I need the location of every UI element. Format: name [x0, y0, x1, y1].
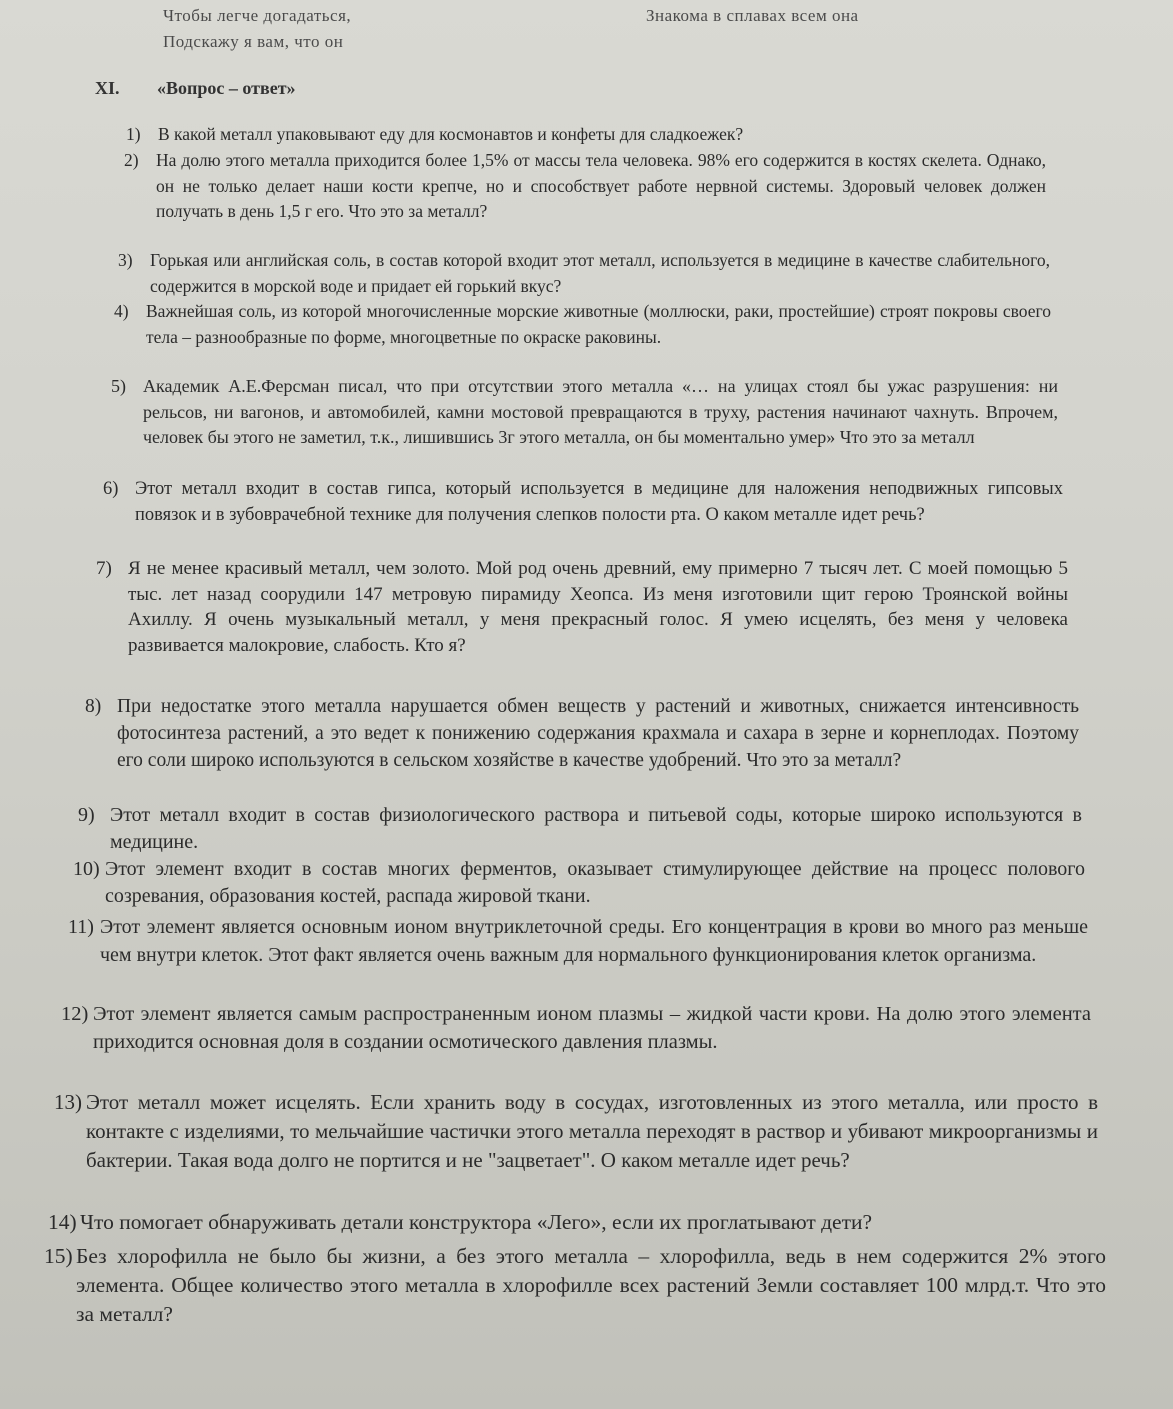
question-number: 8): [85, 696, 102, 717]
section-title: «Вопрос – ответ»: [157, 78, 296, 98]
question-item: [48, 1208, 1100, 1237]
question-text: Важнейшая соль, из которой многочисленные морские животные (моллюски, раки, простейшие) строят покровы своего тела – разнообразные по форме, многоцветные по окраске раковины.: [146, 301, 1051, 347]
section-number: XI.: [95, 78, 120, 98]
question-number: 7): [96, 558, 112, 579]
question-text: Что помогает обнаруживать детали конструктора «Лего», если их проглатывают дети?: [80, 1210, 873, 1234]
question-text: Этот элемент является основным ионом внутриклеточной среды. Его концентрация в крови во много раз меньше чем внутри клеток. Этот факт является очень важным для нормального функционирования клеток организма.: [100, 916, 1088, 966]
question-item: [54, 1088, 1098, 1175]
question-number: 9): [78, 804, 95, 826]
question-text: Этот металл может исцелять. Если хранить воду в сосудах, изготовленных из этого металла, или просто в контакте с изделиями, то мельчайшие частички этого металла переходят в раствор и убивают микроорганизмы и бактерии. Такая вода долго не портится и не "зацветает". О каком металле идет речь?: [86, 1090, 1098, 1172]
question-text: Без хлорофилла не было бы жизни, а без этого металла – хлорофилла, ведь в нем содержится 2% этого элемента. Общее количество этого металла в хлорофилле всех растений Земли составляет 100 млрд.т. Что это за металл?: [76, 1244, 1106, 1326]
poem-line-2: Подскажу я вам, что он: [163, 32, 344, 51]
question-item: [68, 913, 1088, 969]
question-item: [114, 299, 1051, 350]
question-item: [126, 122, 958, 148]
question-number: 6): [103, 479, 119, 499]
question-text: В какой металл упаковывают еду для космонавтов и конфеты для сладкоежек?: [158, 124, 744, 144]
question-number: 14): [48, 1210, 77, 1234]
question-item: [85, 693, 1079, 774]
question-item: [111, 374, 1058, 451]
question-item: [44, 1242, 1106, 1329]
question-number: 3): [118, 250, 133, 270]
question-item: [78, 802, 1082, 856]
question-item: [96, 556, 1068, 658]
question-text: Этот элемент является самым распространенным ионом плазмы – жидкой части крови. На долю этого элемента приходится основная доля в создании осмотического давления плазмы.: [93, 1003, 1091, 1053]
poem-line-1: Чтобы легче догадаться,: [163, 6, 352, 25]
section-heading: [95, 78, 296, 99]
question-text: Этот металл входит в состав физиологического раствора и питьевой соды, которые широко используются в медицине.: [110, 804, 1082, 853]
question-number: 12): [61, 1003, 89, 1025]
question-text: На долю этого металла приходится более 1,5% от массы тела человека. 98% его содержится в костях скелета. Однако, он не только делает наши кости крепче, но и способствует работе нервной системы. Здоровый человек должен получать в день 1,5 г его. Что это за металл?: [156, 150, 1046, 221]
question-number: 15): [44, 1244, 73, 1268]
question-number: 1): [126, 124, 141, 144]
question-text: При недостатке этого металла нарушается обмен веществ у растений и животных, снижается интенсивность фотосинтеза растений, а это ведет к понижению содержания крахмала и сахара в зерне и корнеплодах. Поэтому его соли широко используются в сельском хозяйстве в качестве удобрений. Что это за металл?: [117, 696, 1079, 771]
question-item: [61, 1000, 1091, 1056]
question-number: 10): [73, 858, 100, 880]
question-text: Я не менее красивый металл, чем золото. Мой род очень древний, ему примерно 7 тысяч лет. С моей помощью 5 тыс. лет назад соорудили 147 метровую пирамиду Хеопса. Из меня изготовили щит герою Троянской войны Ахиллу. Я очень музыкальный металл, у меня прекрасный голос. Я умею исцелять, без меня у человека развивается малокровие, слабость. Кто я?: [128, 558, 1068, 656]
question-item: [103, 477, 1063, 528]
question-text: Горькая или английская соль, в состав которой входит этот металл, используется в медицине в качестве слабительного, содержится в морской воде и придает ей горький вкус?: [150, 250, 1050, 296]
question-item: [124, 148, 1046, 225]
question-text: Академик А.Е.Ферсман писал, что при отсутствии этого металла «… на улицах стоял бы ужас разрушения: ни рельсов, ни вагонов, и автомобилей, камни мостовой превращаются в труху, растения начинают чахнуть. Впрочем, человек бы этого не заметил, т.к., лишившись 3г этого металла, он бы моментально умер» Что это за металл: [143, 376, 1058, 447]
question-item: [73, 856, 1085, 910]
question-item: [118, 248, 1050, 299]
question-number: 2): [124, 150, 139, 170]
question-number: 13): [54, 1090, 82, 1114]
question-text: Этот элемент входит в состав многих ферментов, оказывает стимулирующее действие на процесс полового созревания, образования костей, распада жировой ткани.: [105, 858, 1085, 907]
question-number: 5): [111, 376, 126, 396]
question-number: 11): [68, 916, 94, 938]
question-number: 4): [114, 301, 129, 321]
poem-line-right: Знакома в сплавах всем она: [646, 6, 859, 25]
question-text: Этот металл входит в состав гипса, который используется в медицине для наложения неподвижных гипсовых повязок и в зубоврачебной технике для получения слепков полости рта. О каком металле идет речь?: [135, 479, 1063, 525]
